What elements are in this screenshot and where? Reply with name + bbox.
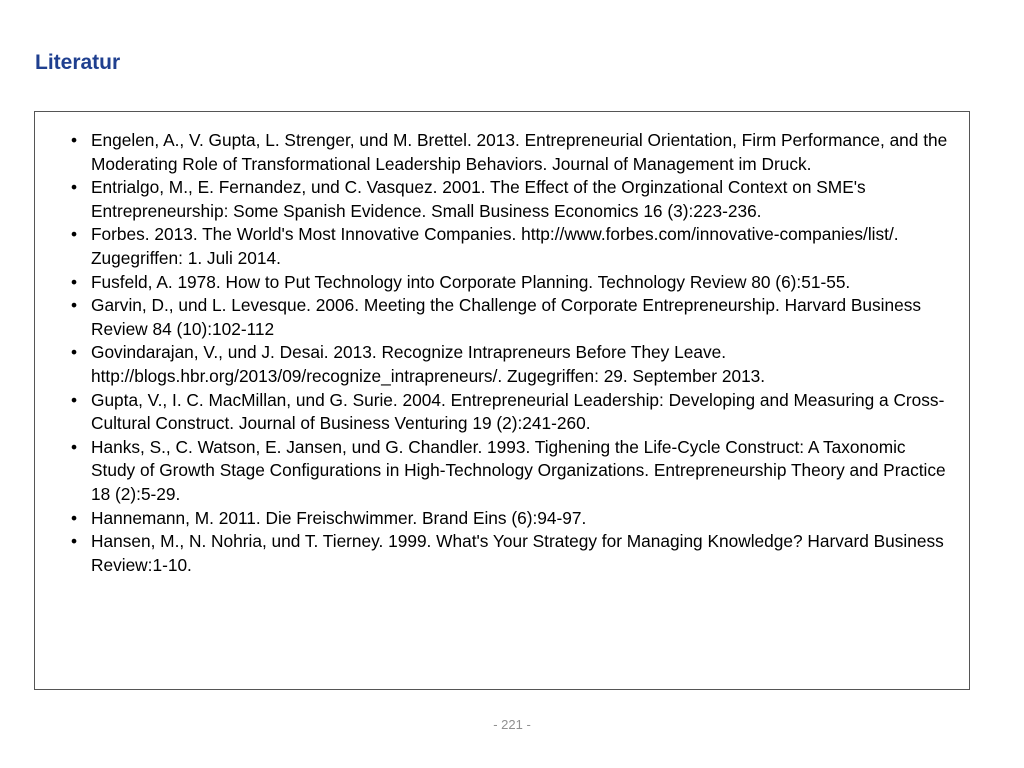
reference-text: Entrialgo, M., E. Fernandez, und C. Vasquez. 2001. The Effect of the Orginzational Context on SME's Entrepreneurship: Some Spanish Evidence. Small Business Economics 16 (3):223-236. — [91, 177, 866, 221]
list-item — [71, 223, 951, 270]
bullet-icon: • — [71, 436, 78, 457]
page-title: Literatur — [35, 51, 121, 74]
reference-text: Garvin, D., und L. Levesque. 2006. Meeting the Challenge of Corporate Entrepreneurship. Harvard Business Review 84 (10):102-112 — [91, 295, 921, 339]
bullet-icon: • — [71, 271, 78, 292]
reference-text: Engelen, A., V. Gupta, L. Strenger, und M. Brettel. 2013. Entrepreneurial Orientation, Firm Performance, and the Moderating Role of Transformational Leadership Behaviors. Journal of Management im Druck. — [91, 130, 948, 174]
bullet-icon: • — [71, 177, 78, 198]
bullet-icon: • — [71, 342, 78, 363]
reference-text: Gupta, V., I. C. MacMillan, und G. Surie. 2004. Entrepreneurial Leadership: Developing and Measuring a Cross-Cultural Construct. Journal of Business Venturing 19 (2):241-260. — [91, 389, 945, 434]
bullet-icon: • — [71, 130, 78, 150]
reference-text: Hannemann, M. 2011. Die Freischwimmer. Brand Eins (6):94-97. — [91, 507, 587, 528]
list-item — [71, 389, 951, 436]
list-item — [71, 436, 951, 507]
reference-text: Forbes. 2013. The World's Most Innovative Companies. http://www.forbes.com/innovative-companies/list/. Zugegriffen: 1. Juli 2014. — [91, 224, 899, 268]
list-item — [71, 341, 951, 388]
bullet-icon: • — [71, 389, 78, 410]
reference-text: Govindarajan, V., und J. Desai. 2013. Recognize Intrapreneurs Before They Leave. http://blogs.hbr.org/2013/09/recognize_intrapreneurs/. Zugegriffen: 29. September 2013. — [91, 342, 766, 386]
bullet-icon: • — [71, 295, 78, 316]
page-number: - 221 - — [493, 717, 531, 732]
bullet-icon: • — [71, 531, 78, 552]
list-item — [71, 294, 951, 341]
bullet-icon: • — [71, 507, 78, 528]
reference-text: Fusfeld, A. 1978. How to Put Technology into Corporate Planning. Technology Review 80 (6):51-55. — [91, 271, 851, 292]
list-item — [71, 507, 951, 531]
reference-text: Hansen, M., N. Nohria, und T. Tierney. 1999. What's Your Strategy for Managing Knowledge? Harvard Business Review:1-10. — [91, 531, 944, 575]
reference-list — [71, 129, 951, 577]
reference-text: Hanks, S., C. Watson, E. Jansen, und G. Chandler. 1993. Tighening the Life-Cycle Construct: A Taxonomic Study of Growth Stage Configurations in High-Technology Organizations. Entrepreneurship Theory and Practice 18 (2):5-29. — [91, 436, 946, 504]
references-box — [34, 111, 970, 690]
list-item — [71, 176, 951, 223]
list-item — [71, 129, 951, 176]
list-item — [71, 530, 951, 577]
bullet-icon: • — [71, 224, 78, 245]
list-item — [71, 271, 951, 295]
